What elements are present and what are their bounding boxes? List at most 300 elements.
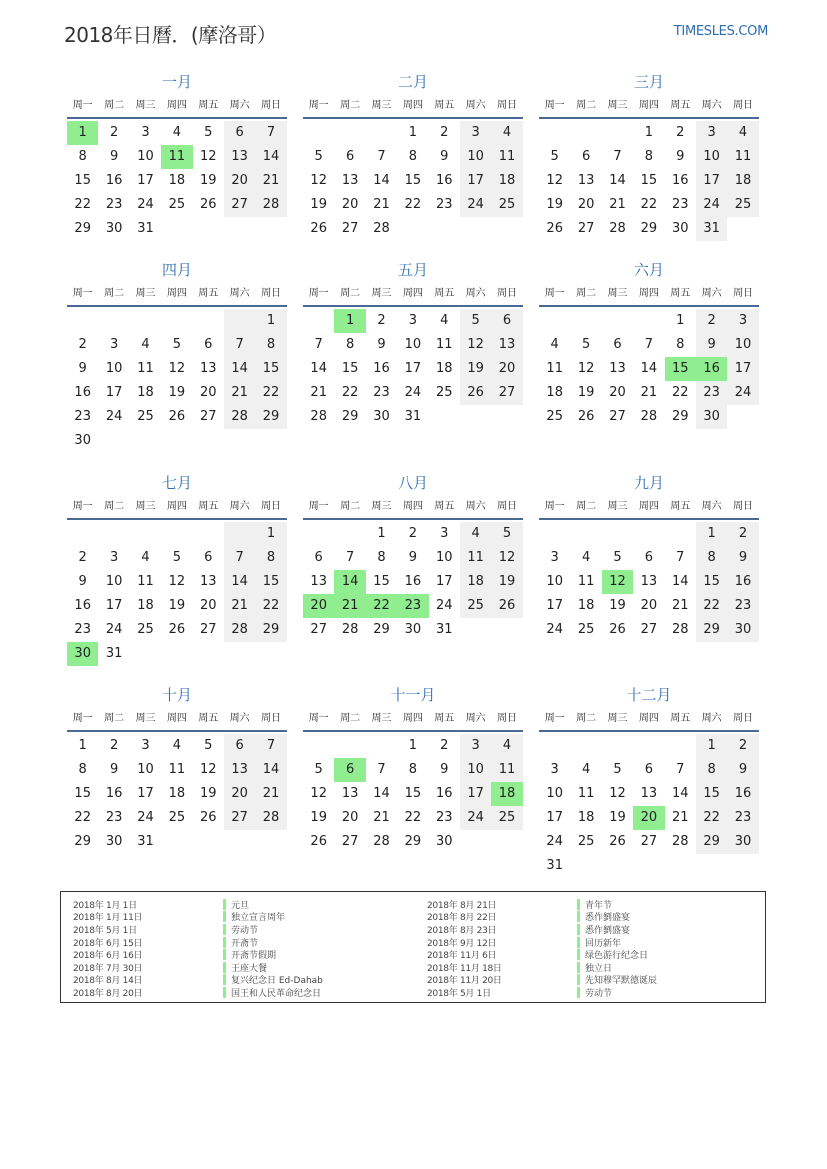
weekday-label: 周三 bbox=[135, 501, 156, 512]
legend-color-marker bbox=[577, 937, 580, 948]
day-cell: 23 bbox=[696, 381, 727, 405]
weekday-label: 周一 bbox=[544, 713, 565, 724]
legend-holiday-name: 悉作劉盛宴 bbox=[585, 913, 631, 924]
day-cell: 21 bbox=[640, 385, 658, 400]
weekday-label: 周三 bbox=[135, 288, 156, 299]
day-cell: 3 bbox=[696, 121, 727, 145]
weekday-label: 周六 bbox=[465, 713, 486, 724]
day-cell: 6 bbox=[314, 550, 323, 565]
weekday-label: 周四 bbox=[402, 100, 423, 111]
holiday-day-cell: 21 bbox=[334, 594, 365, 618]
day-cell: 18 bbox=[168, 786, 186, 801]
week-row bbox=[303, 357, 523, 381]
day-cell: 21 bbox=[255, 782, 286, 806]
day-cell: 20 bbox=[224, 169, 255, 193]
day-cell: 8 bbox=[408, 762, 417, 777]
day-cell: 2 bbox=[727, 522, 758, 546]
empty-day-cell bbox=[130, 522, 161, 546]
day-cell: 29 bbox=[74, 834, 91, 849]
weekday-label: 周二 bbox=[340, 100, 361, 111]
day-cell: 22 bbox=[404, 810, 422, 825]
day-cell: 14 bbox=[255, 758, 286, 782]
day-cell: 7 bbox=[224, 333, 255, 357]
week-row bbox=[67, 806, 287, 830]
legend-color-marker bbox=[223, 937, 226, 948]
day-cell: 22 bbox=[255, 381, 286, 405]
day-cell: 10 bbox=[105, 361, 123, 376]
weekday-label: 周五 bbox=[434, 501, 455, 512]
day-cell: 15 bbox=[255, 570, 286, 594]
month-name: 二月 bbox=[397, 73, 428, 91]
week-row bbox=[539, 333, 759, 357]
empty-day-cell bbox=[665, 734, 696, 758]
weekday-header bbox=[67, 708, 287, 732]
legend-color-marker bbox=[577, 911, 580, 922]
week-row bbox=[303, 381, 523, 405]
day-cell: 3 bbox=[141, 125, 150, 140]
day-cell: 7 bbox=[676, 762, 685, 777]
day-cell: 13 bbox=[199, 361, 217, 376]
week-row bbox=[303, 618, 523, 642]
empty-day-cell bbox=[727, 405, 758, 429]
empty-day-cell bbox=[460, 405, 491, 429]
day-cell: 15 bbox=[404, 786, 422, 801]
empty-day-cell bbox=[460, 618, 491, 642]
legend-holiday-name: 复兴纪念日 Ed-Dahab bbox=[231, 976, 323, 987]
legend-item bbox=[427, 923, 657, 936]
day-cell: 16 bbox=[727, 570, 758, 594]
day-cell: 1 bbox=[377, 526, 386, 541]
day-cell: 18 bbox=[168, 173, 186, 188]
day-cell: 25 bbox=[137, 622, 154, 637]
empty-day-cell bbox=[334, 522, 365, 546]
day-cell: 7 bbox=[255, 121, 286, 145]
holiday-day-cell: 15 bbox=[665, 357, 696, 381]
legend-date: 2018年 8月 22日 bbox=[427, 913, 497, 924]
empty-day-cell bbox=[193, 309, 224, 333]
empty-day-cell bbox=[366, 734, 397, 758]
weekday-label: 周二 bbox=[104, 288, 125, 299]
day-cell: 5 bbox=[581, 337, 591, 352]
week-row bbox=[539, 734, 759, 758]
day-cell: 21 bbox=[255, 169, 286, 193]
day-cell: 16 bbox=[404, 574, 422, 589]
day-cell: 6 bbox=[204, 550, 213, 565]
week-row bbox=[67, 734, 287, 758]
week-row bbox=[539, 758, 759, 782]
week-row bbox=[303, 145, 523, 169]
week-row bbox=[539, 357, 759, 381]
legend-item bbox=[73, 986, 323, 999]
day-cell: 25 bbox=[577, 834, 595, 849]
day-cell: 29 bbox=[255, 405, 286, 429]
weekday-label: 周一 bbox=[544, 288, 565, 299]
day-cell: 5 bbox=[613, 550, 622, 565]
day-cell: 31 bbox=[546, 858, 563, 873]
day-cell: 29 bbox=[696, 830, 727, 854]
day-cell: 24 bbox=[137, 197, 154, 212]
empty-day-cell bbox=[602, 309, 633, 333]
day-cell: 3 bbox=[440, 526, 449, 541]
legend-date: 2018年 1月 1日 bbox=[73, 900, 137, 911]
day-cell: 30 bbox=[696, 405, 727, 429]
weekday-header bbox=[539, 496, 759, 520]
day-cell: 10 bbox=[727, 333, 758, 357]
day-cell: 23 bbox=[74, 622, 91, 637]
legend-item bbox=[73, 923, 323, 936]
legend-holiday-name: 独立宣言周年 bbox=[231, 913, 286, 924]
day-cell: 17 bbox=[546, 598, 563, 613]
day-cell: 15 bbox=[696, 570, 727, 594]
weekday-label: 周三 bbox=[607, 100, 628, 111]
legend-date: 2018年 11月 18日 bbox=[427, 963, 502, 974]
day-cell: 17 bbox=[460, 169, 491, 193]
day-cell: 28 bbox=[310, 409, 327, 424]
day-cell: 23 bbox=[435, 197, 453, 212]
day-cell: 4 bbox=[727, 121, 758, 145]
day-cell: 28 bbox=[671, 622, 689, 637]
day-cell: 15 bbox=[373, 574, 390, 589]
day-cell: 5 bbox=[204, 125, 213, 140]
holiday-day-cell: 18 bbox=[491, 782, 522, 806]
week-row bbox=[303, 217, 523, 241]
day-cell: 1 bbox=[408, 125, 417, 140]
legend-color-marker bbox=[577, 949, 580, 960]
day-cell: 14 bbox=[671, 786, 689, 801]
weekday-label: 周六 bbox=[229, 501, 250, 512]
day-cell: 13 bbox=[640, 786, 658, 801]
weekday-header bbox=[303, 283, 523, 307]
empty-day-cell bbox=[224, 522, 255, 546]
day-cell: 25 bbox=[491, 193, 522, 217]
day-cell: 1 bbox=[696, 734, 727, 758]
day-cell: 16 bbox=[435, 786, 453, 801]
day-cell: 7 bbox=[224, 546, 255, 570]
empty-day-cell bbox=[130, 429, 161, 453]
day-cell: 5 bbox=[172, 550, 181, 565]
day-cell: 27 bbox=[640, 834, 658, 849]
day-cell: 15 bbox=[74, 786, 91, 801]
day-cell: 29 bbox=[255, 618, 286, 642]
day-cell: 13 bbox=[609, 361, 626, 376]
day-cell: 11 bbox=[491, 758, 522, 782]
empty-day-cell bbox=[193, 429, 224, 453]
day-cell: 20 bbox=[577, 197, 595, 212]
empty-day-cell bbox=[303, 522, 334, 546]
day-cell: 15 bbox=[341, 361, 359, 376]
week-row bbox=[303, 546, 523, 570]
empty-day-cell bbox=[429, 217, 460, 241]
day-cell: 12 bbox=[491, 546, 522, 570]
empty-day-cell bbox=[491, 217, 522, 241]
day-cell: 12 bbox=[609, 786, 626, 801]
day-cell: 11 bbox=[168, 762, 186, 777]
day-cell: 24 bbox=[435, 598, 453, 613]
weekday-label: 周四 bbox=[166, 288, 187, 299]
day-cell: 8 bbox=[696, 546, 727, 570]
legend-date: 2018年 1月 11日 bbox=[73, 913, 143, 924]
empty-day-cell bbox=[303, 309, 334, 333]
week-row bbox=[67, 782, 287, 806]
weekday-label: 周一 bbox=[72, 100, 93, 111]
week-row bbox=[539, 121, 759, 145]
day-cell: 20 bbox=[199, 385, 217, 400]
day-cell: 30 bbox=[727, 618, 758, 642]
weekday-label: 周四 bbox=[166, 100, 187, 111]
weekday-label: 周六 bbox=[701, 288, 722, 299]
day-cell: 6 bbox=[224, 734, 255, 758]
day-cell: 25 bbox=[577, 622, 595, 637]
empty-day-cell bbox=[633, 309, 664, 333]
holiday-day-cell: 20 bbox=[303, 594, 334, 618]
day-cell: 18 bbox=[577, 598, 595, 613]
month-block bbox=[539, 72, 759, 241]
day-cell: 24 bbox=[137, 810, 154, 825]
day-cell: 22 bbox=[671, 385, 689, 400]
day-cell: 4 bbox=[172, 125, 181, 140]
weekday-label: 周日 bbox=[733, 501, 754, 512]
day-cell: 24 bbox=[546, 622, 563, 637]
day-cell: 22 bbox=[640, 197, 658, 212]
day-cell: 23 bbox=[373, 385, 390, 400]
day-cell: 21 bbox=[373, 197, 390, 212]
month-name: 六月 bbox=[633, 261, 664, 279]
day-cell: 3 bbox=[460, 121, 491, 145]
day-cell: 19 bbox=[168, 598, 186, 613]
week-row bbox=[303, 594, 523, 618]
month-name: 四月 bbox=[161, 261, 192, 279]
day-cell: 4 bbox=[172, 738, 181, 753]
day-cell: 9 bbox=[727, 546, 758, 570]
weekday-label: 周日 bbox=[261, 288, 282, 299]
week-row bbox=[67, 594, 287, 618]
empty-day-cell bbox=[397, 217, 428, 241]
day-cell: 21 bbox=[671, 810, 689, 825]
legend-holiday-name: 青年节 bbox=[585, 900, 613, 911]
legend-color-marker bbox=[577, 962, 580, 973]
day-cell: 19 bbox=[199, 173, 217, 188]
weekday-label: 周二 bbox=[340, 501, 361, 512]
day-cell: 10 bbox=[137, 149, 154, 164]
day-cell: 21 bbox=[671, 598, 689, 613]
empty-day-cell bbox=[460, 830, 491, 854]
empty-day-cell bbox=[334, 734, 365, 758]
weekday-header bbox=[67, 95, 287, 119]
day-cell: 6 bbox=[613, 337, 622, 352]
day-cell: 9 bbox=[109, 762, 119, 777]
week-row bbox=[67, 405, 287, 429]
day-cell: 26 bbox=[199, 810, 217, 825]
day-cell: 17 bbox=[435, 574, 453, 589]
day-cell: 20 bbox=[609, 385, 626, 400]
weekday-label: 周六 bbox=[701, 501, 722, 512]
day-cell: 23 bbox=[671, 197, 689, 212]
day-cell: 27 bbox=[341, 834, 359, 849]
day-cell: 16 bbox=[727, 782, 758, 806]
day-cell: 29 bbox=[696, 618, 727, 642]
legend-holiday-name: 开斋节 bbox=[231, 938, 259, 949]
day-cell: 28 bbox=[255, 193, 286, 217]
empty-day-cell bbox=[570, 121, 601, 145]
day-cell: 29 bbox=[404, 834, 422, 849]
empty-day-cell bbox=[161, 830, 192, 854]
day-cell: 13 bbox=[640, 574, 658, 589]
day-cell: 29 bbox=[341, 409, 359, 424]
day-cell: 19 bbox=[310, 810, 327, 825]
day-cell: 9 bbox=[377, 337, 386, 352]
empty-day-cell bbox=[539, 121, 570, 145]
legend-color-marker bbox=[223, 962, 226, 973]
week-row bbox=[303, 309, 523, 333]
holiday-day-cell: 6 bbox=[334, 758, 365, 782]
week-row bbox=[303, 830, 523, 854]
day-cell: 24 bbox=[404, 385, 422, 400]
week-row bbox=[67, 758, 287, 782]
day-cell: 26 bbox=[168, 409, 186, 424]
month-name: 十一月 bbox=[390, 686, 436, 704]
empty-day-cell bbox=[255, 830, 286, 854]
day-cell: 2 bbox=[109, 125, 119, 140]
weekday-label: 周四 bbox=[638, 288, 659, 299]
day-cell: 11 bbox=[137, 574, 154, 589]
week-row bbox=[67, 830, 287, 854]
day-cell: 12 bbox=[546, 173, 563, 188]
day-cell: 5 bbox=[172, 337, 181, 352]
empty-day-cell bbox=[98, 429, 129, 453]
day-cell: 2 bbox=[78, 550, 87, 565]
weekday-label: 周日 bbox=[497, 100, 518, 111]
day-cell: 9 bbox=[109, 149, 119, 164]
day-cell: 14 bbox=[224, 570, 255, 594]
day-cell: 16 bbox=[373, 361, 390, 376]
day-cell: 14 bbox=[671, 574, 689, 589]
legend-color-marker bbox=[223, 899, 226, 910]
holiday-day-cell: 22 bbox=[366, 594, 397, 618]
legend-item bbox=[73, 974, 323, 987]
empty-day-cell bbox=[491, 618, 522, 642]
weekday-label: 周日 bbox=[733, 288, 754, 299]
day-cell: 3 bbox=[727, 309, 758, 333]
weekday-label: 周一 bbox=[308, 501, 329, 512]
weekday-label: 周五 bbox=[198, 288, 219, 299]
day-cell: 17 bbox=[404, 361, 422, 376]
day-cell: 27 bbox=[224, 806, 255, 830]
day-cell: 26 bbox=[609, 834, 626, 849]
legend-holiday-name: 悉作劉盛宴 bbox=[585, 925, 631, 936]
day-cell: 31 bbox=[105, 646, 123, 661]
weekday-label: 周日 bbox=[261, 100, 282, 111]
legend-date: 2018年 6月 16日 bbox=[73, 951, 143, 962]
day-cell: 20 bbox=[199, 598, 217, 613]
week-row bbox=[539, 405, 759, 429]
empty-day-cell bbox=[602, 734, 633, 758]
week-row bbox=[67, 618, 287, 642]
day-cell: 23 bbox=[727, 594, 758, 618]
day-cell: 15 bbox=[404, 173, 422, 188]
day-cell: 17 bbox=[727, 357, 758, 381]
month-block bbox=[539, 685, 759, 878]
day-cell: 1 bbox=[696, 522, 727, 546]
month-block bbox=[67, 685, 287, 854]
week-row bbox=[539, 830, 759, 854]
site-link[interactable]: TIMESLES.COM bbox=[673, 24, 768, 39]
weekday-label: 周五 bbox=[198, 100, 219, 111]
day-cell: 20 bbox=[341, 197, 359, 212]
day-cell: 24 bbox=[727, 381, 758, 405]
empty-day-cell bbox=[67, 309, 98, 333]
week-row bbox=[303, 782, 523, 806]
day-cell: 21 bbox=[609, 197, 626, 212]
legend-date: 2018年 5月 1日 bbox=[427, 988, 491, 999]
day-cell: 3 bbox=[550, 550, 559, 565]
month-name: 一月 bbox=[161, 73, 192, 91]
day-cell: 2 bbox=[440, 125, 449, 140]
legend-color-marker bbox=[223, 974, 226, 985]
day-cell: 5 bbox=[491, 522, 522, 546]
week-row bbox=[67, 522, 287, 546]
legend-item bbox=[427, 898, 657, 911]
day-cell: 12 bbox=[460, 333, 491, 357]
empty-day-cell bbox=[193, 217, 224, 241]
week-row bbox=[539, 381, 759, 405]
day-cell: 13 bbox=[199, 574, 217, 589]
legend-item bbox=[427, 911, 657, 924]
weekday-label: 周五 bbox=[434, 100, 455, 111]
day-cell: 11 bbox=[577, 786, 595, 801]
day-cell: 18 bbox=[460, 570, 491, 594]
weekday-label: 周日 bbox=[261, 501, 282, 512]
week-row bbox=[67, 429, 287, 453]
day-cell: 19 bbox=[491, 570, 522, 594]
day-cell: 12 bbox=[168, 574, 186, 589]
empty-day-cell bbox=[491, 405, 522, 429]
empty-day-cell bbox=[255, 429, 286, 453]
day-cell: 7 bbox=[613, 149, 622, 164]
legend-item bbox=[427, 936, 657, 949]
day-cell: 31 bbox=[137, 221, 154, 236]
month-block bbox=[539, 473, 759, 642]
month-block bbox=[67, 260, 287, 453]
empty-day-cell bbox=[303, 121, 334, 145]
day-cell: 4 bbox=[581, 550, 591, 565]
week-row bbox=[303, 121, 523, 145]
day-cell: 22 bbox=[341, 385, 359, 400]
weekday-label: 周五 bbox=[670, 100, 691, 111]
day-cell: 14 bbox=[640, 361, 658, 376]
day-cell: 17 bbox=[137, 786, 154, 801]
month-block bbox=[303, 72, 523, 241]
day-cell: 22 bbox=[74, 810, 91, 825]
week-row bbox=[539, 309, 759, 333]
legend-item bbox=[73, 898, 323, 911]
day-cell: 30 bbox=[671, 221, 689, 236]
weekday-label: 周二 bbox=[576, 501, 597, 512]
weekday-label: 周日 bbox=[261, 713, 282, 724]
legend-holiday-name: 王座大餐 bbox=[231, 963, 268, 974]
weekday-header bbox=[539, 708, 759, 732]
weekday-label: 周一 bbox=[72, 713, 93, 724]
day-cell: 8 bbox=[377, 550, 386, 565]
empty-day-cell bbox=[98, 309, 129, 333]
empty-day-cell bbox=[570, 854, 601, 878]
day-cell: 8 bbox=[676, 337, 685, 352]
day-cell: 11 bbox=[491, 145, 522, 169]
day-cell: 12 bbox=[310, 786, 327, 801]
empty-day-cell bbox=[491, 830, 522, 854]
empty-day-cell bbox=[429, 405, 460, 429]
weekday-label: 周日 bbox=[733, 100, 754, 111]
day-cell: 17 bbox=[546, 810, 563, 825]
